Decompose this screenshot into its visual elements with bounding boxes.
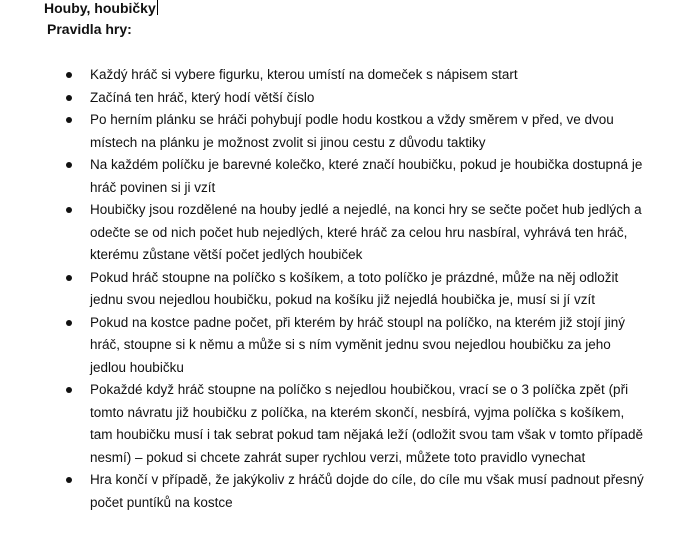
list-item [0, 199, 650, 267]
document-title[interactable] [44, 0, 158, 17]
list-item [0, 109, 650, 154]
bullet-icon [66, 387, 72, 393]
bullet-icon [66, 72, 72, 78]
bullet-icon [66, 95, 72, 101]
rule-text: Každý hráč si vybere figurku, kterou umístí na domeček s nápisem start [90, 67, 518, 82]
rule-text: Hra končí v případě, že jakýkoliv z hráčů dojde do cíle, do cíle mu však musí padnout přesný počet puntíků na kostce [90, 472, 644, 510]
bullet-icon [66, 207, 72, 213]
rule-text: Po herním plánku se hráči pohybují podle hodu kostkou a vždy směrem v před, ve dvou místech na plánku je možnost zvolit si jinou cestu z důvodu taktiky [90, 112, 614, 150]
list-item [0, 379, 650, 469]
list-item [0, 312, 650, 380]
text-cursor [157, 0, 158, 15]
list-item [0, 267, 650, 312]
title-text: Houby, houbičky [44, 0, 156, 16]
bullet-icon [66, 477, 72, 483]
bullet-icon [66, 162, 72, 168]
rule-text: Pokud hráč stoupne na políčko s košíkem, a toto políčko je prázdné, může na něj odložit jednu svou nejedlou houbičku, pokud na košíku již nejedlá houbička je, musí si jí vzít [90, 269, 619, 307]
rule-text: Na každém políčku je barevné kolečko, které značí houbičku, pokud je houbička dostupná je hráč povinen si ji vzít [90, 157, 643, 195]
rule-text: Pokud na kostce padne počet, při kterém by hráč stoupl na políčko, na kterém již stojí jiný hráč, stoupne si k němu a může si s ním vyměnit jednu svou nejedlou houbičku za jeho jedlou houbičku [90, 314, 626, 375]
rules-heading: Pravidla hry: [47, 21, 132, 37]
bullet-icon [66, 275, 72, 281]
list-item [0, 469, 650, 514]
list-item [0, 154, 650, 199]
rules-list [0, 64, 691, 514]
rule-text: Houbičky jsou rozdělené na houby jedlé a nejedlé, na konci hry se sečte počet hub jedlých a odečte se od nich počet hub nejedlých, které hráč za celou hru nasbíral, vyhrává ten hráč, kterému zůstane větší počet jedlých houbiček [90, 202, 642, 262]
list-item [0, 64, 650, 87]
rule-text: Začíná ten hráč, který hodí větší číslo [90, 89, 315, 105]
bullet-icon [66, 117, 72, 123]
rule-text: Pokaždé když hráč stoupne na políčko s nejedlou houbičkou, vrací se o 3 políčka zpět (při tomto návratu již houbičku z políčka, na kterém skončí, nesbírá, vyjma políčka s košíkem, tam houbičku musí i tak sebrat pokud tam nějaká leží (odložit svou tam však v tomto případě nesmí) – pokud si chcete zahrát super rychlou verzi, můžete toto pravidlo vynechat [90, 382, 644, 465]
bullet-icon [66, 320, 72, 326]
list-item [0, 87, 650, 110]
